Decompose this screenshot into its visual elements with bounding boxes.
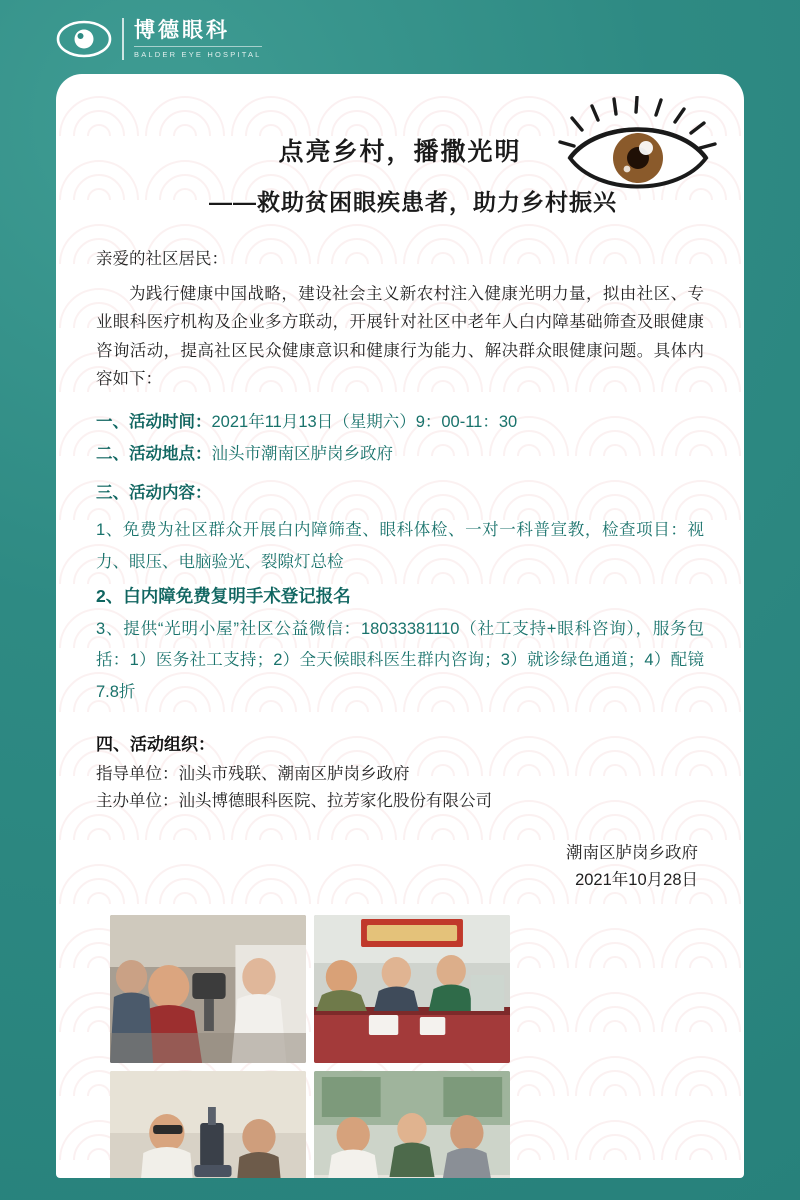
section-time-label: 一、活动时间： [96, 413, 212, 432]
photo-registration-desk [314, 915, 510, 1063]
section-content-label: 三、活动内容： [96, 483, 212, 502]
brand-name-en: BALDER EYE HOSPITAL [134, 46, 262, 59]
signature-date: 2021年10月28日 [575, 870, 698, 889]
page-subtitle: ——救助贫困眼疾患者，助力乡村振兴 [209, 189, 617, 215]
brand-name-block [122, 18, 262, 60]
content-item-2: 2、白内障免费复明手术登记报名 [96, 585, 351, 606]
content-item-1: 1、免费为社区群众开展白内障筛查、眼科体检、一对一科普宣教，检查项目：视力、眼压、电脑验光、裂隙灯总检 [96, 521, 704, 571]
brand-name-cn: 博德眼科 [134, 18, 230, 42]
eye-logo-icon [56, 19, 112, 59]
section-content-heading [96, 478, 704, 509]
org-line-host: 主办单位：汕头博德眼科医院、拉芳家化股份有限公司 [96, 791, 492, 810]
section-time [96, 407, 704, 438]
section-place-label: 二、活动地点： [96, 444, 212, 463]
section-organization-title: 四、活动组织： [96, 734, 215, 754]
document-body [56, 74, 744, 1178]
photo-grid [110, 915, 510, 1178]
section-place-value: 汕头市潮南区胪岗乡政府 [211, 444, 393, 463]
signature-block [96, 840, 704, 893]
document-card [56, 74, 744, 1178]
brand-header [56, 18, 262, 60]
page-title: 点亮乡村，播撒光明 [278, 138, 522, 166]
photo-screening-child [110, 915, 306, 1063]
section-place [96, 439, 704, 470]
decorative-eye-icon [558, 96, 718, 216]
org-line-guidance: 指导单位：汕头市残联、潮南区胪岗乡政府 [96, 764, 410, 783]
signature-org: 潮南区胪岗乡政府 [566, 844, 698, 863]
content-item-3: 3、提供“光明小屋”社区公益微信：18033381110（社工支持+眼科咨询），服务包括：1）医务社工支持；2）全天候眼科医生群内咨询；3）就诊绿色通道；4）配镜7.8折 [96, 619, 704, 701]
photo-slit-lamp-exam [110, 1071, 306, 1178]
photo-consultation-table [314, 1071, 510, 1178]
salutation: 亲爱的社区居民： [96, 250, 228, 268]
section-time-value: 2021年11月13日（星期六）9：00-11：30 [211, 413, 518, 432]
intro-paragraph: 为践行健康中国战略，建设社会主义新农村注入健康光明力量，拟由社区、专业眼科医疗机构及企业多方联动，开展针对社区中老年人白内障基础筛查及眼健康咨询活动，提高社区民众健康意识和健康行为能力、解决群众眼健康问题。具体内容如下： [96, 284, 704, 388]
